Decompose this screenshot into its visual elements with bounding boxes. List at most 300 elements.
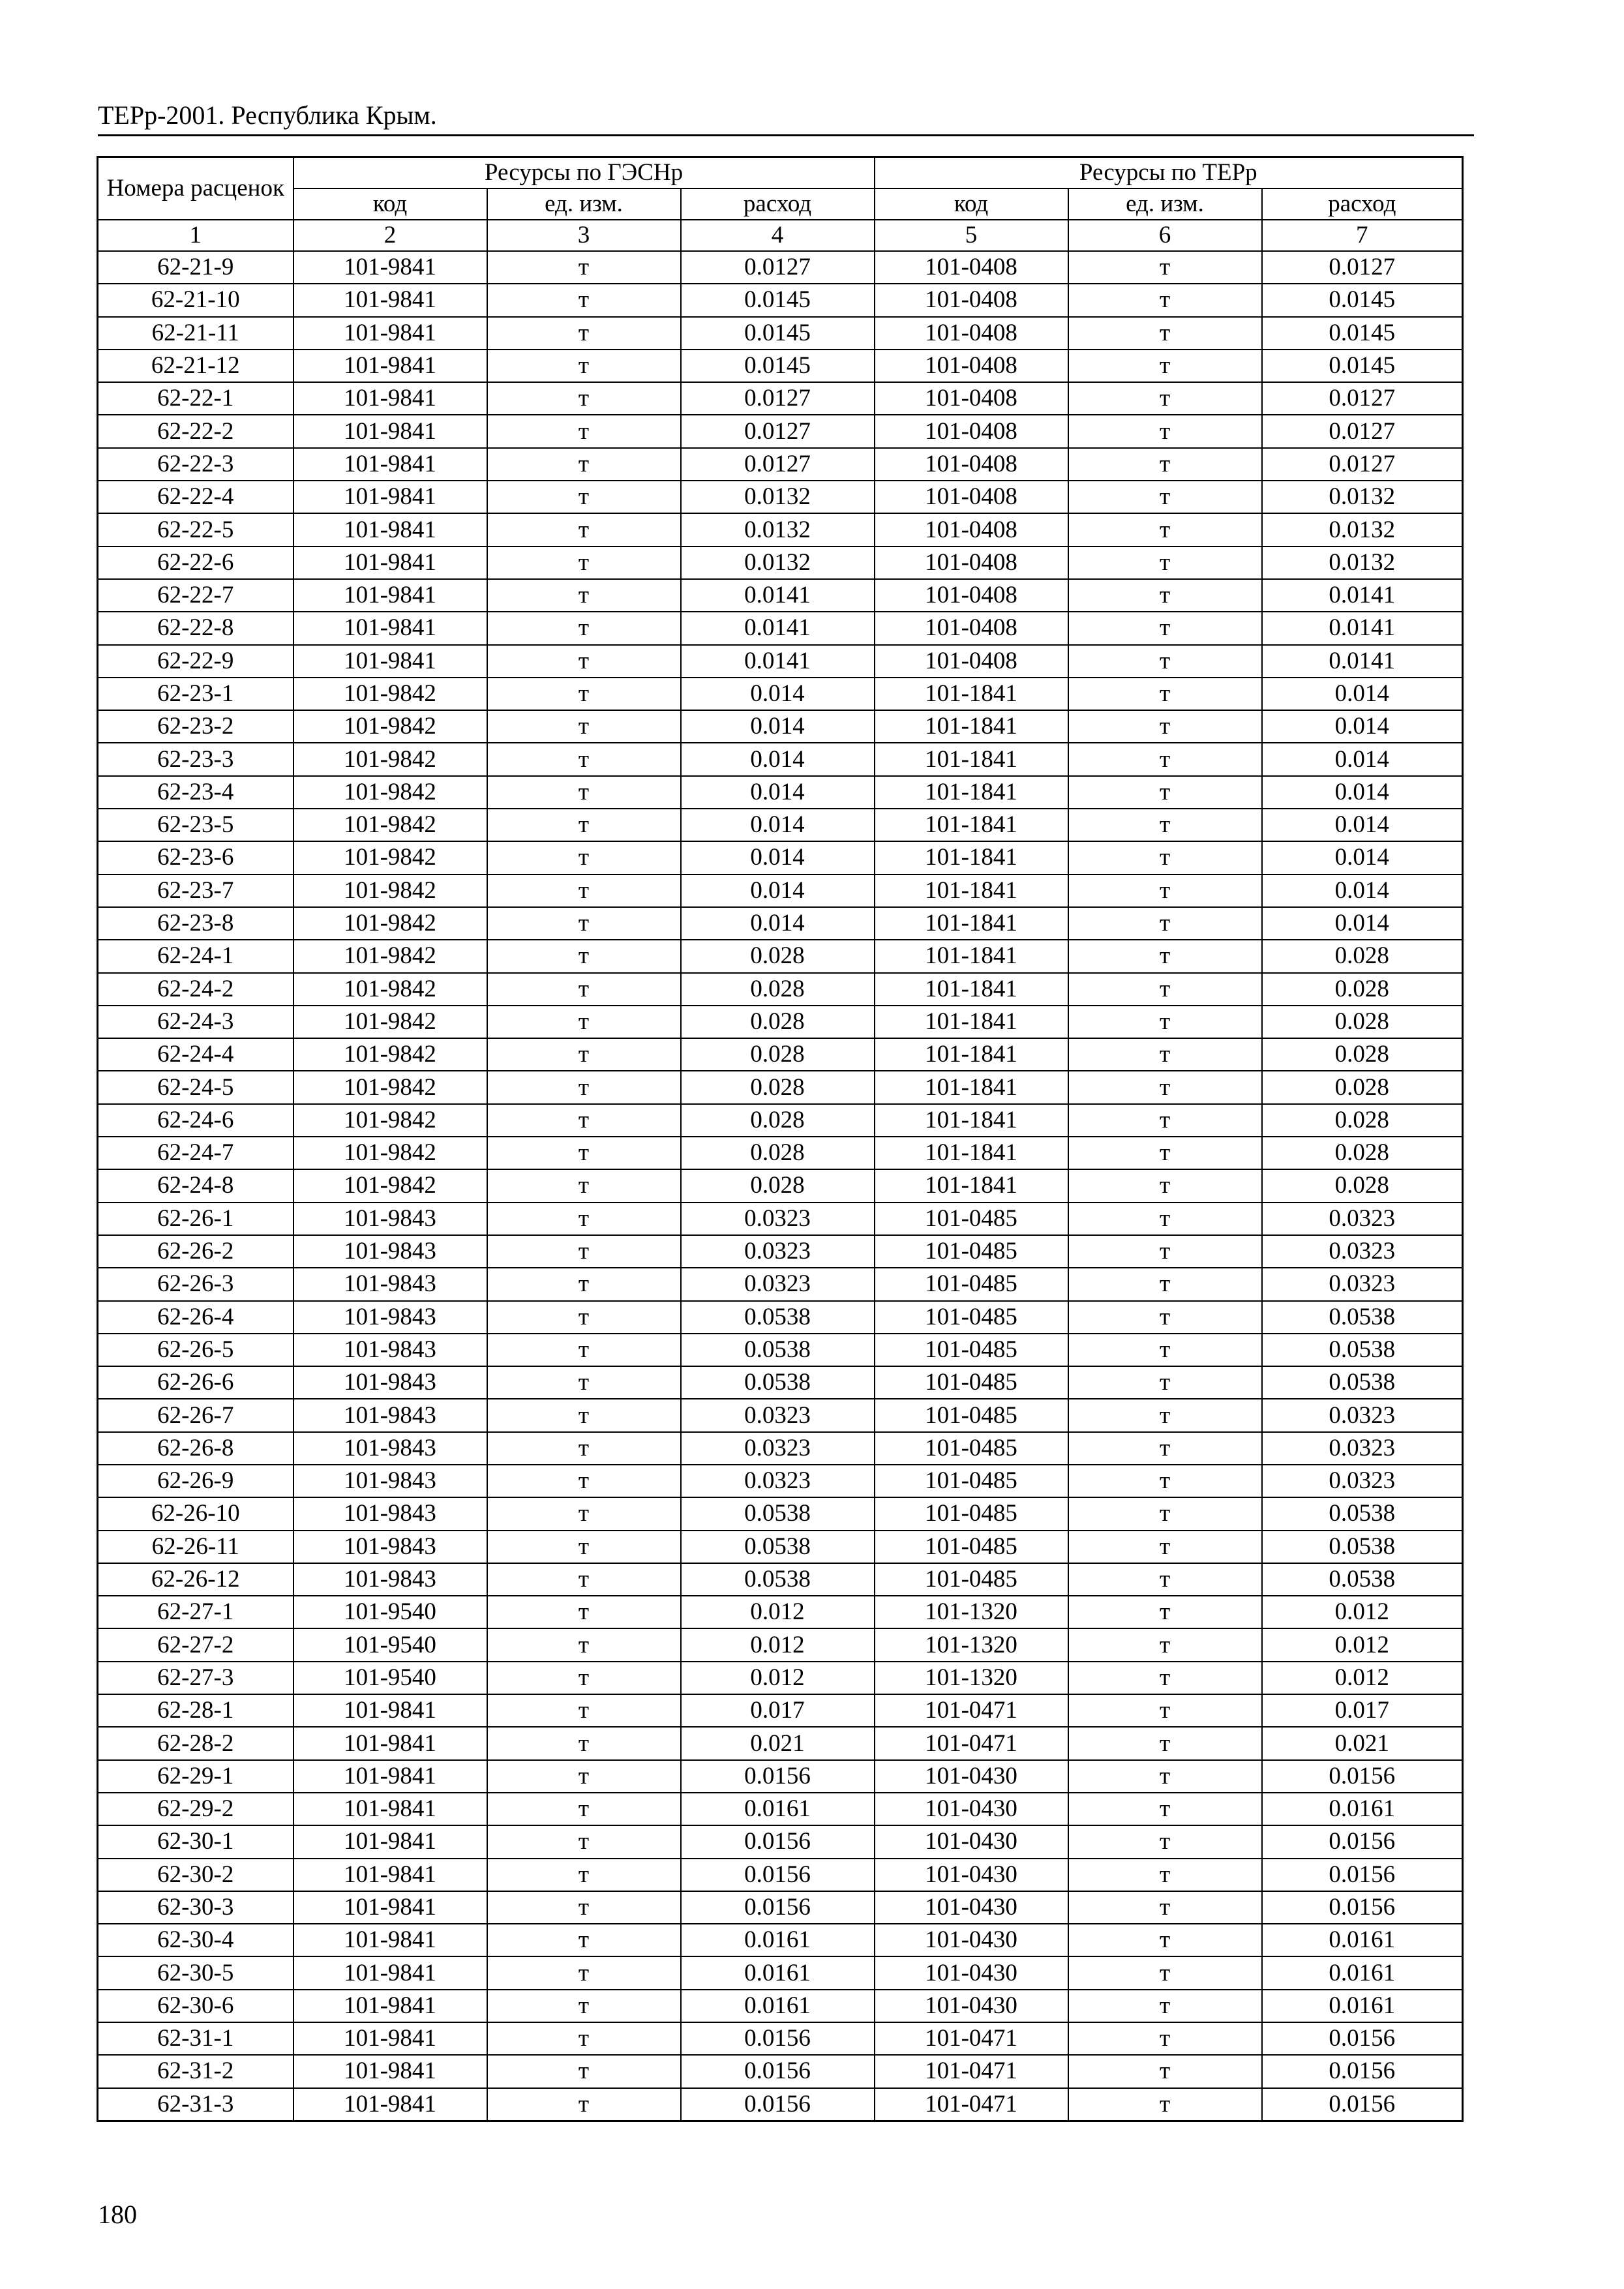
gesnr-amount-cell: 0.0323 [681, 1465, 875, 1497]
gesnr-code-cell: 101-9843 [293, 1563, 487, 1596]
terr-code-cell: 101-1320 [875, 1596, 1068, 1628]
gesnr-code-cell: 101-9843 [293, 1366, 487, 1399]
table-row [98, 284, 1463, 316]
rate-number-cell: 62-30-3 [98, 1891, 293, 1924]
terr-unit-cell: т [1068, 612, 1262, 644]
subheader-amount-terr: расход [1262, 188, 1463, 220]
rate-number-cell: 62-23-2 [98, 710, 293, 743]
gesnr-amount-cell: 0.014 [681, 809, 875, 841]
gesnr-code-cell: 101-9842 [293, 776, 487, 809]
gesnr-amount-cell: 0.0538 [681, 1531, 875, 1563]
gesnr-code-cell: 101-9841 [293, 513, 487, 546]
table-row [98, 875, 1463, 907]
gesnr-unit-cell: т [487, 1727, 681, 1759]
terr-amount-cell: 0.014 [1262, 809, 1463, 841]
terr-unit-cell: т [1068, 1366, 1262, 1399]
terr-amount-cell: 0.014 [1262, 875, 1463, 907]
gesnr-amount-cell: 0.0323 [681, 1432, 875, 1465]
terr-code-cell: 101-0408 [875, 284, 1068, 316]
table-row [98, 1169, 1463, 1202]
terr-unit-cell: т [1068, 1497, 1262, 1530]
table-body [98, 251, 1463, 2121]
gesnr-unit-cell: т [487, 1531, 681, 1563]
terr-unit-cell: т [1068, 678, 1262, 710]
gesnr-unit-cell: т [487, 809, 681, 841]
terr-amount-cell: 0.028 [1262, 1071, 1463, 1103]
table-row [98, 1301, 1463, 1334]
rate-number-cell: 62-29-2 [98, 1793, 293, 1825]
terr-code-cell: 101-1841 [875, 1104, 1068, 1137]
rate-number-cell: 62-24-4 [98, 1038, 293, 1071]
terr-amount-cell: 0.0323 [1262, 1465, 1463, 1497]
table-row [98, 612, 1463, 644]
gesnr-code-cell: 101-9841 [293, 2055, 487, 2087]
gesnr-amount-cell: 0.0538 [681, 1334, 875, 1366]
terr-amount-cell: 0.0161 [1262, 1924, 1463, 1956]
terr-amount-cell: 0.0145 [1262, 350, 1463, 382]
gesnr-code-cell: 101-9841 [293, 317, 487, 350]
rate-number-cell: 62-26-2 [98, 1235, 293, 1268]
rate-number-cell: 62-26-4 [98, 1301, 293, 1334]
terr-code-cell: 101-1841 [875, 710, 1068, 743]
table-row [98, 251, 1463, 284]
terr-unit-cell: т [1068, 1399, 1262, 1431]
rate-number-cell: 62-22-3 [98, 448, 293, 481]
table-row [98, 776, 1463, 809]
terr-amount-cell: 0.0141 [1262, 612, 1463, 644]
rate-number-cell: 62-26-3 [98, 1268, 293, 1300]
terr-code-cell: 101-0471 [875, 1694, 1068, 1727]
gesnr-code-cell: 101-9841 [293, 1694, 487, 1727]
terr-code-cell: 101-0430 [875, 1793, 1068, 1825]
terr-amount-cell: 0.0323 [1262, 1235, 1463, 1268]
terr-amount-cell: 0.0132 [1262, 481, 1463, 513]
terr-code-cell: 101-1841 [875, 1169, 1068, 1202]
gesnr-code-cell: 101-9843 [293, 1432, 487, 1465]
terr-amount-cell: 0.0156 [1262, 2055, 1463, 2087]
terr-amount-cell: 0.014 [1262, 841, 1463, 874]
gesnr-code-cell: 101-9843 [293, 1235, 487, 1268]
table-row [98, 743, 1463, 775]
rate-number-cell: 62-30-6 [98, 1990, 293, 2022]
rate-number-cell: 62-21-9 [98, 251, 293, 284]
terr-code-cell: 101-1841 [875, 1038, 1068, 1071]
rate-number-cell: 62-29-1 [98, 1760, 293, 1793]
rate-number-cell: 62-24-7 [98, 1137, 293, 1169]
terr-code-cell: 101-0485 [875, 1334, 1068, 1366]
gesnr-unit-cell: т [487, 1169, 681, 1202]
terr-amount-cell: 0.028 [1262, 940, 1463, 972]
gesnr-amount-cell: 0.0538 [681, 1301, 875, 1334]
gesnr-amount-cell: 0.012 [681, 1628, 875, 1661]
gesnr-amount-cell: 0.014 [681, 875, 875, 907]
terr-unit-cell: т [1068, 1628, 1262, 1661]
terr-amount-cell: 0.0127 [1262, 251, 1463, 284]
group-header-terr: Ресурсы по ТЕРр [875, 157, 1463, 189]
terr-amount-cell: 0.028 [1262, 973, 1463, 1006]
table-row [98, 350, 1463, 382]
gesnr-unit-cell: т [487, 1662, 681, 1694]
gesnr-unit-cell: т [487, 1038, 681, 1071]
terr-unit-cell: т [1068, 1235, 1262, 1268]
rate-number-cell: 62-21-10 [98, 284, 293, 316]
terr-amount-cell: 0.028 [1262, 1169, 1463, 1202]
gesnr-amount-cell: 0.014 [681, 710, 875, 743]
gesnr-unit-cell: т [487, 645, 681, 678]
page-header [98, 97, 1474, 136]
table-row [98, 809, 1463, 841]
terr-amount-cell: 0.0538 [1262, 1301, 1463, 1334]
gesnr-unit-cell: т [487, 1301, 681, 1334]
table-row [98, 1956, 1463, 1989]
gesnr-amount-cell: 0.0323 [681, 1235, 875, 1268]
gesnr-unit-cell: т [487, 1203, 681, 1235]
gesnr-unit-cell: т [487, 448, 681, 481]
gesnr-unit-cell: т [487, 546, 681, 579]
terr-unit-cell: т [1068, 1203, 1262, 1235]
terr-unit-cell: т [1068, 2022, 1262, 2055]
terr-unit-cell: т [1068, 907, 1262, 940]
gesnr-unit-cell: т [487, 1071, 681, 1103]
terr-code-cell: 101-1841 [875, 1137, 1068, 1169]
gesnr-amount-cell: 0.0127 [681, 448, 875, 481]
table-row [98, 1366, 1463, 1399]
gesnr-amount-cell: 0.021 [681, 1727, 875, 1759]
gesnr-unit-cell: т [487, 1235, 681, 1268]
terr-amount-cell: 0.0323 [1262, 1432, 1463, 1465]
terr-unit-cell: т [1068, 1891, 1262, 1924]
terr-amount-cell: 0.014 [1262, 907, 1463, 940]
terr-amount-cell: 0.0127 [1262, 382, 1463, 415]
gesnr-unit-cell: т [487, 1596, 681, 1628]
rate-number-cell: 62-31-2 [98, 2055, 293, 2087]
terr-code-cell: 101-1841 [875, 1071, 1068, 1103]
gesnr-code-cell: 101-9843 [293, 1399, 487, 1431]
gesnr-code-cell: 101-9841 [293, 1760, 487, 1793]
terr-code-cell: 101-0485 [875, 1203, 1068, 1235]
rate-number-cell: 62-21-12 [98, 350, 293, 382]
terr-unit-cell: т [1068, 1694, 1262, 1727]
gesnr-amount-cell: 0.0323 [681, 1268, 875, 1300]
terr-code-cell: 101-0408 [875, 251, 1068, 284]
terr-amount-cell: 0.0323 [1262, 1268, 1463, 1300]
gesnr-amount-cell: 0.0145 [681, 317, 875, 350]
terr-unit-cell: т [1068, 1465, 1262, 1497]
terr-unit-cell: т [1068, 1859, 1262, 1891]
terr-code-cell: 101-0485 [875, 1531, 1068, 1563]
terr-unit-cell: т [1068, 1956, 1262, 1989]
terr-code-cell: 101-0430 [875, 1760, 1068, 1793]
gesnr-unit-cell: т [487, 1432, 681, 1465]
table-row [98, 415, 1463, 447]
terr-amount-cell: 0.012 [1262, 1628, 1463, 1661]
gesnr-unit-cell: т [487, 284, 681, 316]
terr-unit-cell: т [1068, 841, 1262, 874]
terr-unit-cell: т [1068, 1727, 1262, 1759]
rate-number-cell: 62-24-8 [98, 1169, 293, 1202]
subheader-unit-gesnr: ед. изм. [487, 188, 681, 220]
gesnr-amount-cell: 0.0156 [681, 1859, 875, 1891]
gesnr-unit-cell: т [487, 1497, 681, 1530]
terr-unit-cell: т [1068, 1990, 1262, 2022]
terr-code-cell: 101-1841 [875, 907, 1068, 940]
table-row [98, 2055, 1463, 2087]
gesnr-unit-cell: т [487, 1760, 681, 1793]
gesnr-unit-cell: т [487, 710, 681, 743]
gesnr-amount-cell: 0.0132 [681, 513, 875, 546]
terr-code-cell: 101-1841 [875, 678, 1068, 710]
gesnr-code-cell: 101-9841 [293, 1825, 487, 1858]
gesnr-unit-cell: т [487, 1334, 681, 1366]
col-header-rates [98, 157, 293, 220]
rate-number-cell: 62-30-1 [98, 1825, 293, 1858]
gesnr-amount-cell: 0.0161 [681, 1956, 875, 1989]
gesnr-code-cell: 101-9842 [293, 710, 487, 743]
gesnr-amount-cell: 0.0156 [681, 2088, 875, 2121]
col-number: 4 [681, 220, 875, 251]
terr-code-cell: 101-1841 [875, 776, 1068, 809]
gesnr-code-cell: 101-9842 [293, 973, 487, 1006]
terr-amount-cell: 0.014 [1262, 678, 1463, 710]
gesnr-code-cell: 101-9842 [293, 1137, 487, 1169]
gesnr-code-cell: 101-9841 [293, 1990, 487, 2022]
group-header-gesnr: Ресурсы по ГЭСНр [293, 157, 875, 189]
terr-amount-cell: 0.021 [1262, 1727, 1463, 1759]
terr-unit-cell: т [1068, 1662, 1262, 1694]
table-row [98, 1760, 1463, 1793]
table-row [98, 940, 1463, 972]
table-row [98, 1662, 1463, 1694]
table-row [98, 448, 1463, 481]
gesnr-unit-cell: т [487, 1628, 681, 1661]
terr-code-cell: 101-0408 [875, 645, 1068, 678]
gesnr-amount-cell: 0.012 [681, 1596, 875, 1628]
rate-number-cell: 62-22-9 [98, 645, 293, 678]
rate-number-cell: 62-26-8 [98, 1432, 293, 1465]
rate-number-cell: 62-30-2 [98, 1859, 293, 1891]
rate-number-cell: 62-26-1 [98, 1203, 293, 1235]
gesnr-unit-cell: т [487, 2022, 681, 2055]
gesnr-unit-cell: т [487, 579, 681, 612]
table-row [98, 1497, 1463, 1530]
gesnr-unit-cell: т [487, 2088, 681, 2121]
terr-amount-cell: 0.0156 [1262, 1825, 1463, 1858]
terr-amount-cell: 0.0141 [1262, 645, 1463, 678]
subheader-code-gesnr: код [293, 188, 487, 220]
rate-number-cell: 62-22-6 [98, 546, 293, 579]
gesnr-amount-cell: 0.0538 [681, 1366, 875, 1399]
terr-code-cell: 101-0485 [875, 1268, 1068, 1300]
terr-unit-cell: т [1068, 2055, 1262, 2087]
terr-amount-cell: 0.0323 [1262, 1399, 1463, 1431]
table-row [98, 1203, 1463, 1235]
terr-unit-cell: т [1068, 1531, 1262, 1563]
gesnr-code-cell: 101-9843 [293, 1301, 487, 1334]
terr-unit-cell: т [1068, 448, 1262, 481]
rate-number-cell: 62-22-5 [98, 513, 293, 546]
terr-unit-cell: т [1068, 1169, 1262, 1202]
rate-number-cell: 62-22-8 [98, 612, 293, 644]
terr-unit-cell: т [1068, 875, 1262, 907]
terr-amount-cell: 0.014 [1262, 710, 1463, 743]
gesnr-code-cell: 101-9540 [293, 1628, 487, 1661]
gesnr-code-cell: 101-9842 [293, 809, 487, 841]
terr-amount-cell: 0.0538 [1262, 1497, 1463, 1530]
gesnr-amount-cell: 0.0145 [681, 350, 875, 382]
gesnr-amount-cell: 0.0132 [681, 481, 875, 513]
table-row [98, 2088, 1463, 2121]
table-row [98, 973, 1463, 1006]
gesnr-unit-cell: т [487, 2055, 681, 2087]
table-row [98, 481, 1463, 513]
gesnr-unit-cell: т [487, 1924, 681, 1956]
resources-table [97, 156, 1464, 2122]
rate-number-cell: 62-24-3 [98, 1006, 293, 1038]
terr-unit-cell: т [1068, 1268, 1262, 1300]
terr-amount-cell: 0.0132 [1262, 546, 1463, 579]
terr-amount-cell: 0.0538 [1262, 1563, 1463, 1596]
gesnr-amount-cell: 0.028 [681, 973, 875, 1006]
rate-number-cell: 62-30-4 [98, 1924, 293, 1956]
gesnr-amount-cell: 0.0141 [681, 579, 875, 612]
rate-number-cell: 62-23-7 [98, 875, 293, 907]
gesnr-code-cell: 101-9841 [293, 382, 487, 415]
gesnr-unit-cell: т [487, 1694, 681, 1727]
terr-unit-cell: т [1068, 1760, 1262, 1793]
gesnr-amount-cell: 0.028 [681, 1137, 875, 1169]
rate-number-cell: 62-30-5 [98, 1956, 293, 1989]
table-row [98, 382, 1463, 415]
terr-code-cell: 101-0430 [875, 1891, 1068, 1924]
gesnr-code-cell: 101-9842 [293, 940, 487, 972]
gesnr-code-cell: 101-9843 [293, 1203, 487, 1235]
rate-number-cell: 62-31-3 [98, 2088, 293, 2121]
rate-number-cell: 62-23-1 [98, 678, 293, 710]
rate-number-cell: 62-23-3 [98, 743, 293, 775]
gesnr-unit-cell: т [487, 1137, 681, 1169]
gesnr-amount-cell: 0.0161 [681, 1793, 875, 1825]
terr-unit-cell: т [1068, 2088, 1262, 2121]
gesnr-code-cell: 101-9841 [293, 415, 487, 447]
gesnr-unit-cell: т [487, 481, 681, 513]
gesnr-code-cell: 101-9842 [293, 1104, 487, 1137]
terr-unit-cell: т [1068, 776, 1262, 809]
terr-code-cell: 101-0485 [875, 1301, 1068, 1334]
terr-unit-cell: т [1068, 546, 1262, 579]
terr-amount-cell: 0.0127 [1262, 415, 1463, 447]
table-row [98, 710, 1463, 743]
gesnr-code-cell: 101-9842 [293, 1038, 487, 1071]
terr-code-cell: 101-1841 [875, 940, 1068, 972]
rate-number-cell: 62-26-9 [98, 1465, 293, 1497]
gesnr-unit-cell: т [487, 1956, 681, 1989]
gesnr-unit-cell: т [487, 1990, 681, 2022]
gesnr-code-cell: 101-9841 [293, 2022, 487, 2055]
col-header-rates-label: Номера расценок [106, 175, 284, 202]
gesnr-amount-cell: 0.0156 [681, 1760, 875, 1793]
gesnr-unit-cell: т [487, 776, 681, 809]
gesnr-unit-cell: т [487, 1465, 681, 1497]
table-row [98, 1465, 1463, 1497]
gesnr-unit-cell: т [487, 1563, 681, 1596]
gesnr-code-cell: 101-9842 [293, 1006, 487, 1038]
terr-amount-cell: 0.0323 [1262, 1203, 1463, 1235]
table-row [98, 1137, 1463, 1169]
terr-amount-cell: 0.0156 [1262, 2088, 1463, 2121]
gesnr-amount-cell: 0.0156 [681, 1825, 875, 1858]
gesnr-amount-cell: 0.014 [681, 678, 875, 710]
terr-code-cell: 101-0408 [875, 448, 1068, 481]
gesnr-amount-cell: 0.0538 [681, 1497, 875, 1530]
table-row [98, 678, 1463, 710]
terr-code-cell: 101-0408 [875, 415, 1068, 447]
gesnr-amount-cell: 0.0161 [681, 1990, 875, 2022]
page-header-title: ТЕРр-2001. Республика Крым. [98, 100, 437, 130]
rate-number-cell: 62-23-8 [98, 907, 293, 940]
rate-number-cell: 62-21-11 [98, 317, 293, 350]
gesnr-unit-cell: т [487, 875, 681, 907]
gesnr-amount-cell: 0.028 [681, 1006, 875, 1038]
terr-unit-cell: т [1068, 382, 1262, 415]
terr-unit-cell: т [1068, 710, 1262, 743]
gesnr-code-cell: 101-9842 [293, 743, 487, 775]
subheader-amount-gesnr: расход [681, 188, 875, 220]
table-row [98, 1334, 1463, 1366]
terr-amount-cell: 0.017 [1262, 1694, 1463, 1727]
gesnr-unit-cell: т [487, 907, 681, 940]
terr-unit-cell: т [1068, 284, 1262, 316]
rate-number-cell: 62-28-1 [98, 1694, 293, 1727]
terr-unit-cell: т [1068, 251, 1262, 284]
gesnr-code-cell: 101-9841 [293, 645, 487, 678]
gesnr-amount-cell: 0.0141 [681, 612, 875, 644]
gesnr-amount-cell: 0.017 [681, 1694, 875, 1727]
terr-unit-cell: т [1068, 481, 1262, 513]
terr-code-cell: 101-0408 [875, 350, 1068, 382]
terr-amount-cell: 0.028 [1262, 1104, 1463, 1137]
terr-code-cell: 101-0430 [875, 1924, 1068, 1956]
rate-number-cell: 62-28-2 [98, 1727, 293, 1759]
table-row [98, 645, 1463, 678]
terr-code-cell: 101-0485 [875, 1235, 1068, 1268]
rate-number-cell: 62-24-1 [98, 940, 293, 972]
col-number: 3 [487, 220, 681, 251]
terr-unit-cell: т [1068, 1596, 1262, 1628]
gesnr-unit-cell: т [487, 973, 681, 1006]
terr-unit-cell: т [1068, 809, 1262, 841]
terr-code-cell: 101-1320 [875, 1662, 1068, 1694]
terr-unit-cell: т [1068, 1334, 1262, 1366]
terr-amount-cell: 0.0538 [1262, 1366, 1463, 1399]
rate-number-cell: 62-22-2 [98, 415, 293, 447]
gesnr-code-cell: 101-9540 [293, 1662, 487, 1694]
gesnr-unit-cell: т [487, 1268, 681, 1300]
gesnr-unit-cell: т [487, 1859, 681, 1891]
terr-amount-cell: 0.0161 [1262, 1990, 1463, 2022]
terr-unit-cell: т [1068, 317, 1262, 350]
gesnr-code-cell: 101-9540 [293, 1596, 487, 1628]
subheader-unit-terr: ед. изм. [1068, 188, 1262, 220]
gesnr-code-cell: 101-9842 [293, 907, 487, 940]
table-row [98, 1235, 1463, 1268]
table-row [98, 1006, 1463, 1038]
gesnr-code-cell: 101-9841 [293, 481, 487, 513]
terr-unit-cell: т [1068, 350, 1262, 382]
rate-number-cell: 62-26-12 [98, 1563, 293, 1596]
gesnr-unit-cell: т [487, 612, 681, 644]
gesnr-code-cell: 101-9841 [293, 350, 487, 382]
terr-amount-cell: 0.0156 [1262, 2022, 1463, 2055]
